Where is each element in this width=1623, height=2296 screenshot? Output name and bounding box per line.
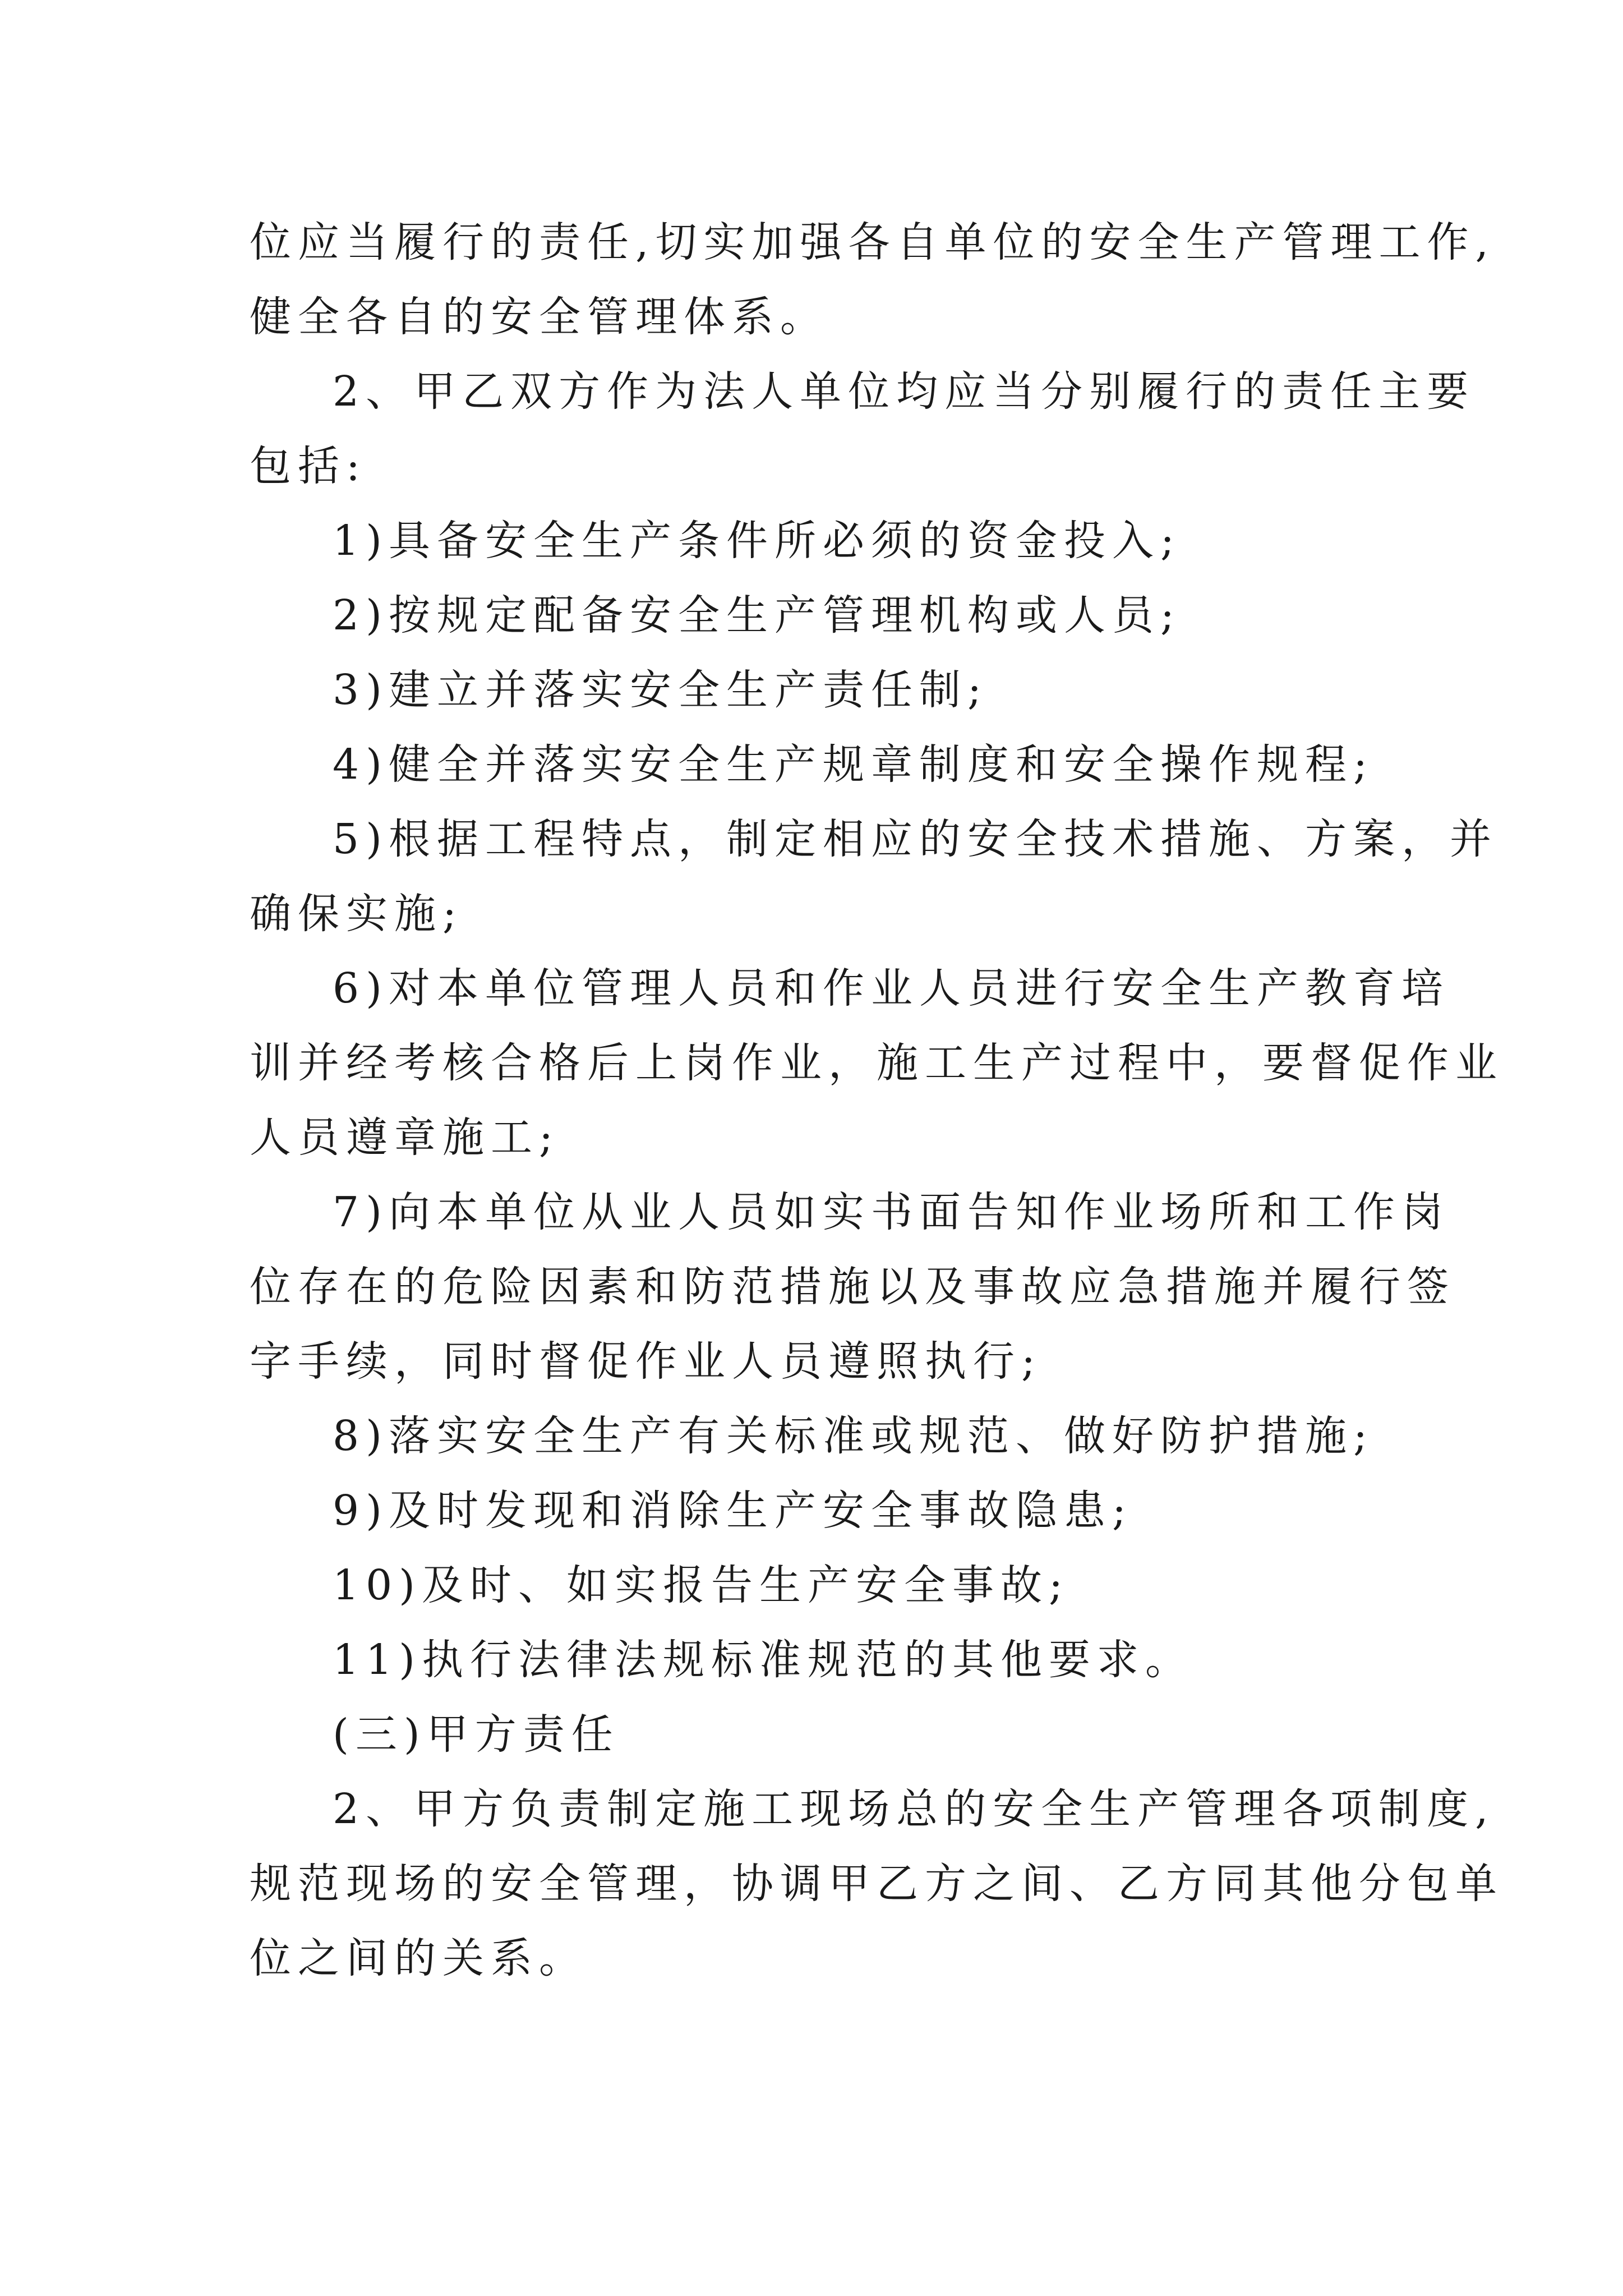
text-line: 字手续，同时督促作业人员遵照执行;: [250, 1337, 1042, 1386]
text-line: 训并经考核合格后上岗作业，施工生产过程中，要督促作业: [250, 1039, 1504, 1087]
text-line: 确保实施;: [250, 890, 463, 938]
text-line: 健全各自的安全管理体系。: [250, 293, 828, 341]
text-line: 人员遵章施工;: [250, 1114, 560, 1162]
text-line: 3)建立并落实安全生产责任制;: [333, 666, 988, 714]
text-line: 位应当履行的责任,切实加强各自单位的安全生产管理工作,: [250, 218, 1496, 266]
text-line: 10)及时、如实报告生产安全事故;: [333, 1561, 1069, 1609]
text-line: 2、甲方负责制定施工现场总的安全生产管理各项制度,: [333, 1785, 1495, 1833]
text-line: 5)根据工程特点，制定相应的安全技术措施、方案，并: [333, 815, 1498, 863]
text-line: 位存在的危险因素和防范措施以及事故应急措施并履行签: [250, 1263, 1455, 1311]
text-line: 11)执行法律法规标准规范的其他要求。: [333, 1636, 1194, 1684]
text-line: 4)健全并落实安全生产规章制度和安全操作规程;: [333, 740, 1374, 789]
text-line: 2)按规定配备安全生产管理机构或人员;: [333, 591, 1181, 639]
text-line: 1)具备安全生产条件所必须的资金投入;: [333, 517, 1181, 565]
text-line: 2、甲乙双方作为法人单位均应当分别履行的责任主要: [333, 367, 1476, 416]
text-line: 7)向本单位从业人员如实书面告知作业场所和工作岗: [333, 1188, 1450, 1236]
text-line: 规范现场的安全管理，协调甲乙方之间、乙方同其他分包单: [250, 1860, 1504, 1908]
text-line: 9)及时发现和消除生产安全事故隐患;: [333, 1487, 1133, 1535]
text-line: 包括:: [250, 442, 367, 490]
text-line: 8)落实安全生产有关标准或规范、做好防护措施;: [333, 1412, 1374, 1460]
text-line: 位之间的关系。: [250, 1934, 587, 1982]
text-line: 6)对本单位管理人员和作业人员进行安全生产教育培: [333, 964, 1450, 1013]
section-heading: (三)甲方责任: [333, 1710, 620, 1759]
